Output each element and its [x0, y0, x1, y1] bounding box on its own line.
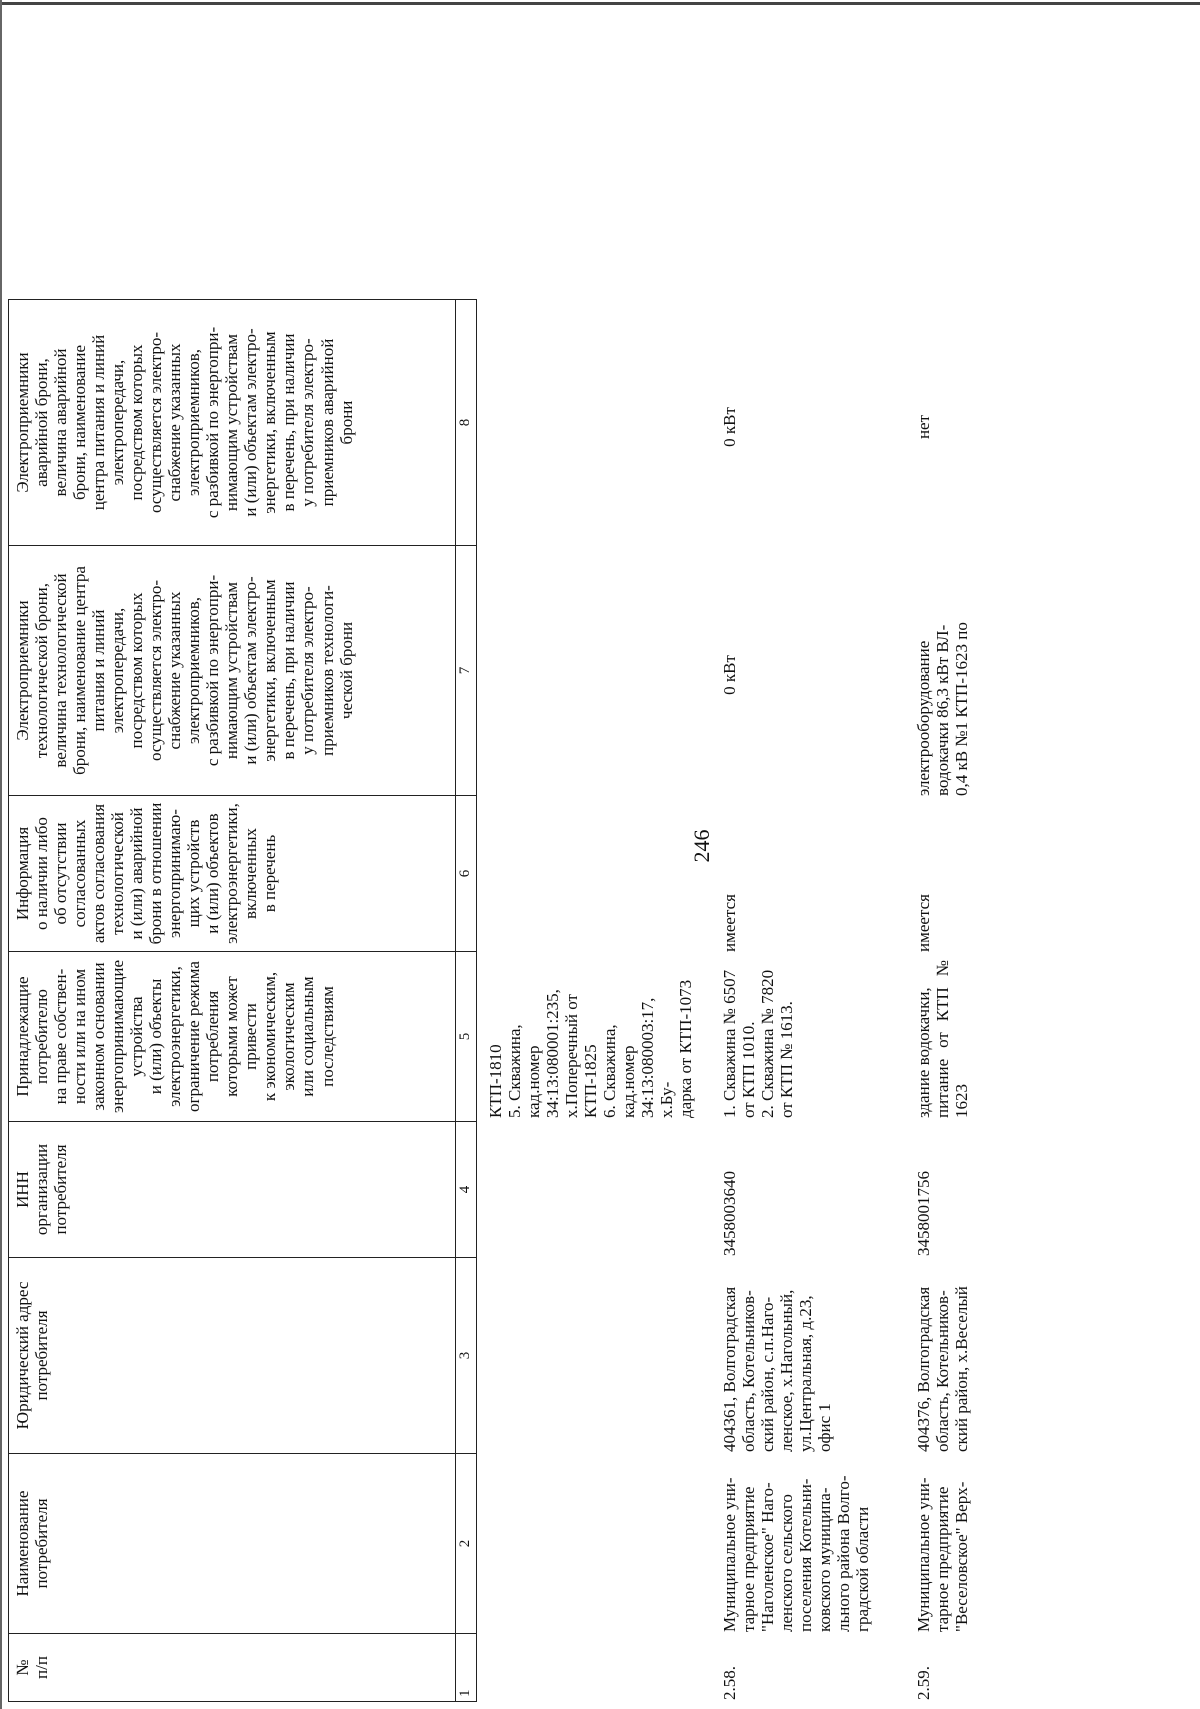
column-number: 4 — [456, 1122, 477, 1258]
header-cell-inn — [9, 1122, 456, 1258]
rotated-table-area — [8, 62, 1178, 1702]
column-number: 2 — [456, 1454, 477, 1634]
header-label-inn: ИНН организации потребителя — [13, 1143, 71, 1236]
row-2-59-address: 404376, Волгоградская область, Котельников- ский район, х.Веселый — [914, 1286, 972, 1452]
row-2-58-acts: имеется — [720, 894, 739, 952]
header-cell-objects — [9, 952, 456, 1122]
row-2-59-emergency-reserve: нет — [914, 414, 933, 440]
row-2-58-number: 2.58. — [720, 1666, 739, 1700]
header-row — [9, 300, 456, 1702]
header-label-emergency-reserve: Электроприемники аварийной брони, величина аварийной брони, наименование центра питания и линий электропередачи, посредством которых осуществляется электро- снабжение указанных электроприемников, с разбивкой по энергопри- нимающим устройствам и (или) объектам электро- энергетики, включенным в перечень, при наличии у потребителя электро- приемников аварийной брони — [13, 326, 356, 519]
header-label-objects: Принадлежащие потребителю на праве собствен- ности или на ином законном основании энергопринимающие устройства и (или) объекты электроэнергетики, ограничение режима потребления которыми может привести к экономическим, экологическим или социальным последствиям — [13, 960, 337, 1113]
row-2-59-number: 2.59. — [914, 1666, 933, 1700]
row-2-59-acts: имеется — [914, 894, 933, 952]
row-2-58-objects: 1. Скважина № 6507 от КТП 1010. 2. Скважина № 7820 от КТП № 1613. — [720, 969, 797, 1118]
row-2-58-inn: 3458003640 — [720, 1171, 739, 1256]
header-cell-num — [9, 1634, 456, 1702]
row-2-58-emergency-reserve: 0 кВт — [720, 407, 739, 447]
row-2-59-objects: здание водокачки, питание от КТП № 1623 — [914, 960, 972, 1118]
header-cell-tech-reserve — [9, 546, 456, 796]
column-number: 7 — [456, 546, 477, 796]
header-cell-name — [9, 1454, 456, 1634]
row-2-58-name: Муниципальное уни- тарное предприятие "Наголенское" Наго- ленского сельского поселения Котельни- ковского муниципа- льного района Волго- градской области — [720, 1475, 873, 1632]
header-label-acts: Информация о наличии либо об отсутствии согласованных актов согласования технологической и (или) аварийной брони в отношении энергопринимаю- щих устройств и (или) объектов электроэнергетики, включенных в перечень — [13, 802, 280, 945]
header-cell-emergency-reserve — [9, 300, 456, 546]
column-number: 8 — [456, 300, 477, 546]
header-label-address: Юридический адрес потребителя — [13, 1281, 52, 1430]
page-number: 246 — [689, 829, 714, 863]
row-2-58-tech-reserve: 0 кВт — [720, 655, 739, 695]
row-2-59-inn: 3458001756 — [914, 1171, 933, 1256]
column-number: 6 — [456, 796, 477, 952]
header-label-tech-reserve: Электроприемники технологической брони, величина технологической брони, наименование центра питания и линий электропередачи, посредством которых осуществляется электро- снабжение указанных электроприемников, с разбивкой по энергопри- нимающим устройствам и (или) объектам электро- энергетики, включенным в перечень, при наличии у потребителя электро- приемников технологи- ческой брони — [13, 566, 356, 775]
header-label-num: № п/п — [13, 1656, 52, 1679]
column-number: 3 — [456, 1258, 477, 1454]
header-label-name: Наименование потребителя — [13, 1490, 52, 1597]
header-table — [8, 299, 477, 1702]
continuation-objects: КТП-1810 5. Скважина, кад.номер 34:13:080001:235, х.Поперечный от КТП-1825 6. Скважина, кад.номер 34:13:080003:17, х.Бу- дарка от КТП-1073 — [486, 979, 696, 1118]
scan-edge-left — [0, 0, 2, 1709]
scan-edge-top — [0, 2, 1200, 5]
column-number: 1 — [456, 1634, 477, 1702]
header-cell-address — [9, 1258, 456, 1454]
column-number-row — [456, 300, 477, 1702]
column-number: 5 — [456, 952, 477, 1122]
row-2-58-address: 404361, Волгоградская область, Котельников- ский район, с.п.Наго- ленское, х.Нагольный, ул.Центральная, д.23, офис 1 — [720, 1286, 835, 1452]
row-2-59-name: Муниципальное уни- тарное предприятие "Веселовское" Верх- — [914, 1477, 972, 1632]
row-2-59-tech-reserve: электрооборудование водокачки 86,3 кВт ВЛ- 0,4 кВ №1 КТП-1623 по — [914, 622, 972, 796]
header-cell-acts — [9, 796, 456, 952]
